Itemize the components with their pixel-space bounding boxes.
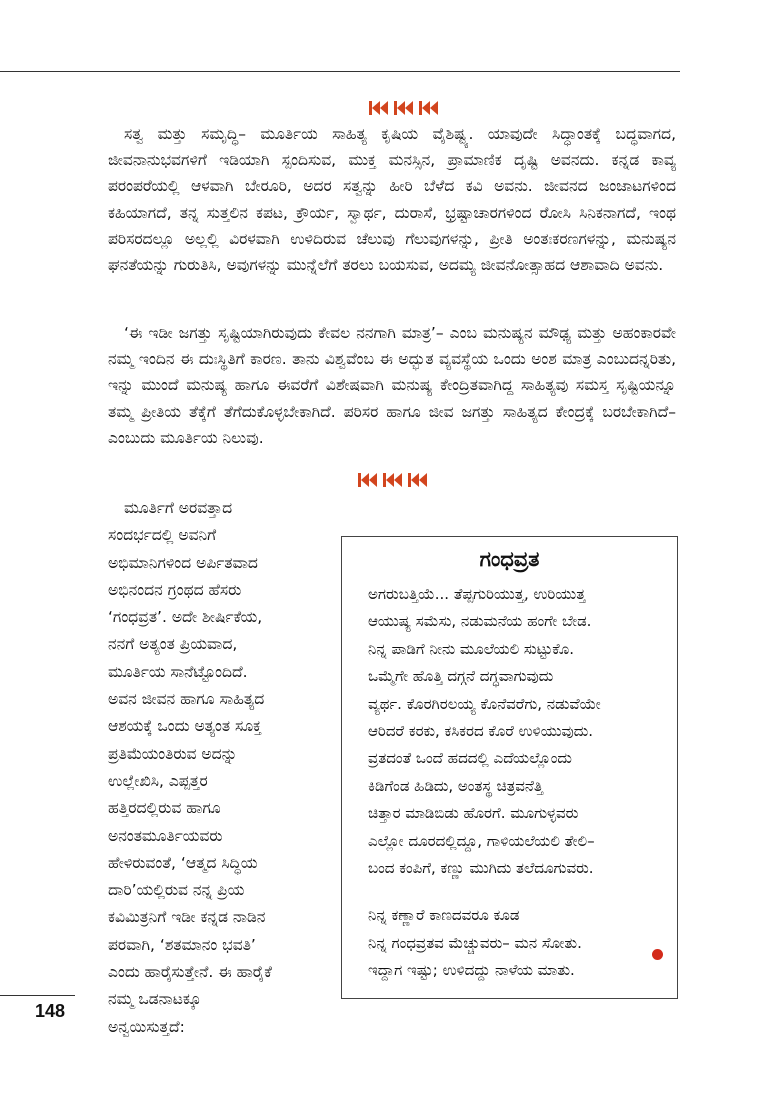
footer-rule — [0, 995, 75, 996]
rewind-ornament-icon — [358, 473, 377, 487]
poem-box — [341, 536, 678, 999]
left-line: ಅಭಿನಂದನ ಗ್ರಂಥದ ಹೆಸರು — [108, 580, 242, 599]
poem-line: ಕಿಡಿಗೆಂಡ ಹಿಡಿದು, ಅಂತಸ್ಥ ಚಿತ್ರವನೆತ್ತಿ — [368, 776, 544, 795]
poem-line: ಎಲ್ಲೋ ದೂರದಲ್ಲಿದ್ದೂ, ಗಾಳಿಯಲೆಯಲಿ ತೇಲಿ– — [368, 831, 595, 850]
poem-line: ಅಗರುಬತ್ತಿಯೆ... ತೆಪ್ಪಗುರಿಯುತ್ತ, ಉರಿಯುತ್ತ — [368, 585, 586, 603]
left-line: ಅಭಿಮಾನಿಗಳಿಂದ ಅರ್ಪಿತವಾದ — [108, 553, 258, 572]
rewind-ornament-icon — [369, 101, 388, 115]
section-ornament-top — [369, 101, 438, 115]
poem-title: ಗಂಧವ್ರತ — [479, 547, 540, 571]
stanza-gap — [368, 882, 668, 902]
poem-line: ಚಿತ್ತಾರ ಮಾಡಿಬಿಡು ಹೊರಗೆ. ಮೂಗುಳ್ಳವರು — [368, 804, 579, 823]
left-line: ಸಂದರ್ಭದಲ್ಲಿ ಅವನಿಗೆ — [108, 526, 217, 545]
left-line: ಅವನ ಜೀವನ ಹಾಗೂ ಸಾಹಿತ್ಯದ — [108, 690, 265, 709]
left-line: ಪ್ರತಿಮೆಯಂತಿರುವ ಅದನ್ನು — [108, 744, 238, 763]
left-line: ನನಗೆ ಅತ್ಯಂತ ಪ್ರಿಯವಾದ, — [108, 635, 238, 654]
left-line: ಮೂರ್ತಿಗೆ ಅರವತ್ತಾದ — [124, 499, 233, 517]
left-line: ಹೇಳಿರುವಂತೆ, ‘ಆತ್ಮದ ಸಿದ್ಧಿಯ — [108, 853, 258, 872]
poem-line: ಆರಿದರೆ ಕರಕು, ಕಸಿಕರದ ಕೊರೆ ಉಳಿಯುವುದು. — [368, 722, 593, 741]
section-ornament-middle — [358, 473, 427, 487]
poem-line: ನಿನ್ನ ಕಣ್ಣಾರೆ ಕಾಣದವರೂ ಕೂಡ — [368, 906, 520, 925]
poem-line: ಆಯುಷ್ಯ ಸಮೆಸು, ನಡುಮನೆಯ ಹಂಗೇ ಬೇಡ. — [368, 612, 592, 631]
poem-body — [368, 581, 668, 985]
left-line: ಅನ್ವಯಿಸುತ್ತದೆ: — [108, 1017, 185, 1036]
left-line: ಪರವಾಗಿ, ‘ಶತಮಾನಂ ಭವತಿ’ — [108, 935, 256, 954]
end-mark-dot-icon — [652, 949, 663, 960]
intro-paragraph-1 — [108, 121, 676, 278]
poem-line: ವ್ಯರ್ಥ. ಕೊರಗಿರಲಯ್ಯ ಕೊನೆವರೆಗು, ನಡುವೆಯೇ — [368, 694, 601, 713]
intro-paragraph-2-text: ‘ಈ ಇಡೀ ಜಗತ್ತು ಸೃಷ್ಟಿಯಾಗಿರುವುದು ಕೇವಲ ನನಗಾಗಿ ಮಾತ್ರ’– ಎಂಬ ಮನುಷ್ಯನ ಮೌಢ್ಯ ಮತ್ತು ಅಹಂಕಾರವೇ ನಮ್ಮ ಇಂದಿನ ಈ ದುಃಸ್ಥಿತಿಗೆ ಕಾರಣ. ತಾನು ವಿಶ್ವವೆಂಬ ಈ ಅದ್ಭುತ ವ್ಯವಸ್ಥೆಯ ಒಂದು ಅಂಶ ಮಾತ್ರ ಎಂಬುದನ್ನರಿತು, ಇನ್ನು ಮುಂದೆ ಮನುಷ್ಯ ಹಾಗೂ ಈವರೆಗೆ ವಿಶೇಷವಾಗಿ ಮನುಷ್ಯ ಕೇಂದ್ರಿತವಾಗಿದ್ದ ಸಾಹಿತ್ಯವು ಸಮಸ್ತ ಸೃಷ್ಟಿಯನ್ನೂ ತಮ್ಮ ಪ್ರೀತಿಯ ತೆಕ್ಕೆಗೆ ತೆಗೆದುಕೊಳ್ಳಬೇಕಾಗಿದೆ. ಪರಿಸರ ಹಾಗೂ ಜೀವ ಜಗತ್ತು ಸಾಹಿತ್ಯದ ಕೇಂದ್ರಕ್ಕೆ ಬರಬೇಕಾಗಿದೆ– ಎಂಬುದು ಮೂರ್ತಿಯ ನಿಲುವು. — [108, 324, 676, 447]
left-line: ನಮ್ಮ ಒಡನಾಟಕ್ಕೂ — [108, 990, 202, 1009]
left-line: ಮೂರ್ತಿಯ ಸಾನೆಟ್ಟೊಂದಿದೆ. — [108, 662, 248, 681]
poem-line: ವ್ರತದಂತೆ ಒಂದೆ ಹದದಲ್ಲಿ ಎದೆಯಲ್ಲೊಂದು — [368, 749, 572, 768]
poem-line: ಇದ್ದಾಗ ಇಷ್ಟು; ಉಳಿದದ್ದು ನಾಳೆಯ ಮಾತು. — [368, 961, 575, 980]
poem-line: ನಿನ್ನ ಗಂಧವ್ರತವ ಮೆಚ್ಚುವರು– ಮನ ಸೋತು. — [368, 933, 582, 952]
left-line: ಎಂದು ಹಾರೈಸುತ್ತೇನೆ. ಈ ಹಾರೈಕೆ — [108, 963, 272, 982]
page-number: 148 — [35, 1001, 66, 1021]
rewind-ornament-icon — [383, 473, 402, 487]
rewind-ornament-icon — [419, 101, 438, 115]
top-rule — [0, 71, 680, 72]
left-line: ಕವಿಮಿತ್ರನಿಗೆ ಇಡೀ ಕನ್ನಡ ನಾಡಿನ — [108, 908, 266, 927]
poem-line: ನಿನ್ನ ಪಾಡಿಗೆ ನೀನು ಮೂಲೆಯಲಿ ಸುಟ್ಟುಕೊ. — [368, 639, 574, 658]
left-line: ಹತ್ತಿರದಲ್ಲಿರುವ ಹಾಗೂ — [108, 799, 221, 818]
rewind-ornament-icon — [408, 473, 427, 487]
left-line: ಅನಂತಮೂರ್ತಿಯವರು — [108, 826, 223, 845]
left-line: ದಾರಿ’ಯಲ್ಲಿರುವ ನನ್ನ ಪ್ರಿಯ — [108, 881, 245, 900]
left-column-text — [108, 495, 323, 1041]
poem-line: ಒಮ್ಮೆಗೇ ಹೊತ್ತಿ ದಗ್ಗನೆ ದಗ್ಧವಾಗುವುದು — [368, 667, 554, 686]
left-line: ಆಶಯಕ್ಕೆ ಒಂದು ಅತ್ಯಂತ ಸೂಕ್ತ — [108, 717, 262, 736]
rewind-ornament-icon — [394, 101, 413, 115]
poem-line: ಬಂದ ಕಂಪಿಗೆ, ಕಣ್ಣು ಮುಗಿದು ತಲೆದೂಗುವರು. — [368, 859, 594, 878]
intro-paragraph-1-text: ಸತ್ವ ಮತ್ತು ಸಮೃದ್ಧಿ– ಮೂರ್ತಿಯ ಸಾಹಿತ್ಯ ಕೃಷಿಯ ವೈಶಿಷ್ಟ್ಯ. ಯಾವುದೇ ಸಿದ್ಧಾಂತಕ್ಕೆ ಬದ್ಧವಾಗದ, ಜೀವನಾನುಭವಗಳಿಗೆ ಇಡಿಯಾಗಿ ಸ್ಪಂದಿಸುವ, ಮುಕ್ತ ಮನಸ್ಸಿನ, ಪ್ರಾಮಾಣಿಕ ದೃಷ್ಟಿ ಅವನದು. ಕನ್ನಡ ಕಾವ್ಯ ಪರಂಪರೆಯಲ್ಲಿ ಆಳವಾಗಿ ಬೇರೂರಿ, ಅದರ ಸತ್ವನ್ನು ಹೀರಿ ಬೆಳೆದ ಕವಿ ಅವನು. ಜೀವನದ ಜಂಜಾಟಗಳಿಂದ ಕಹಿಯಾಗದೆ, ತನ್ನ ಸುತ್ತಲಿನ ಕಪಟ, ಕ್ರೌರ್ಯ, ಸ್ವಾರ್ಥ, ದುರಾಸೆ, ಭ್ರಷ್ಟಾಚಾರಗಳಿಂದ ರೋಸಿ ಸಿನಿಕನಾಗದೆ, ಇಂಥ ಪರಿಸರದಲ್ಲೂ ಅಲ್ಲಲ್ಲಿ ವಿರಳವಾಗಿ ಉಳಿದಿರುವ ಚೆಲುವು ಗೆಲುವುಗಳನ್ನು, ಪ್ರೀತಿ ಅಂತಃಕರಣಗಳನ್ನು, ಮನುಷ್ಯನ ಘನತೆಯನ್ನು ಗುರುತಿಸಿ, ಅವುಗಳನ್ನು ಮುನ್ನೆಲೆಗೆ ತರಲು ಬಯಸುವ, ಅದಮ್ಯ ಜೀವನೋತ್ಸಾಹದ ಆಶಾವಾದಿ ಅವನು. — [108, 125, 676, 275]
left-line: ‘ಗಂಧವ್ರತ’. ಅದೇ ಶೀರ್ಷಿಕೆಯ, — [108, 608, 263, 627]
intro-paragraph-2 — [108, 320, 676, 451]
left-line: ಉಲ್ಲೇಖಿಸಿ, ಎಪ್ಪತ್ತರ — [108, 771, 208, 790]
